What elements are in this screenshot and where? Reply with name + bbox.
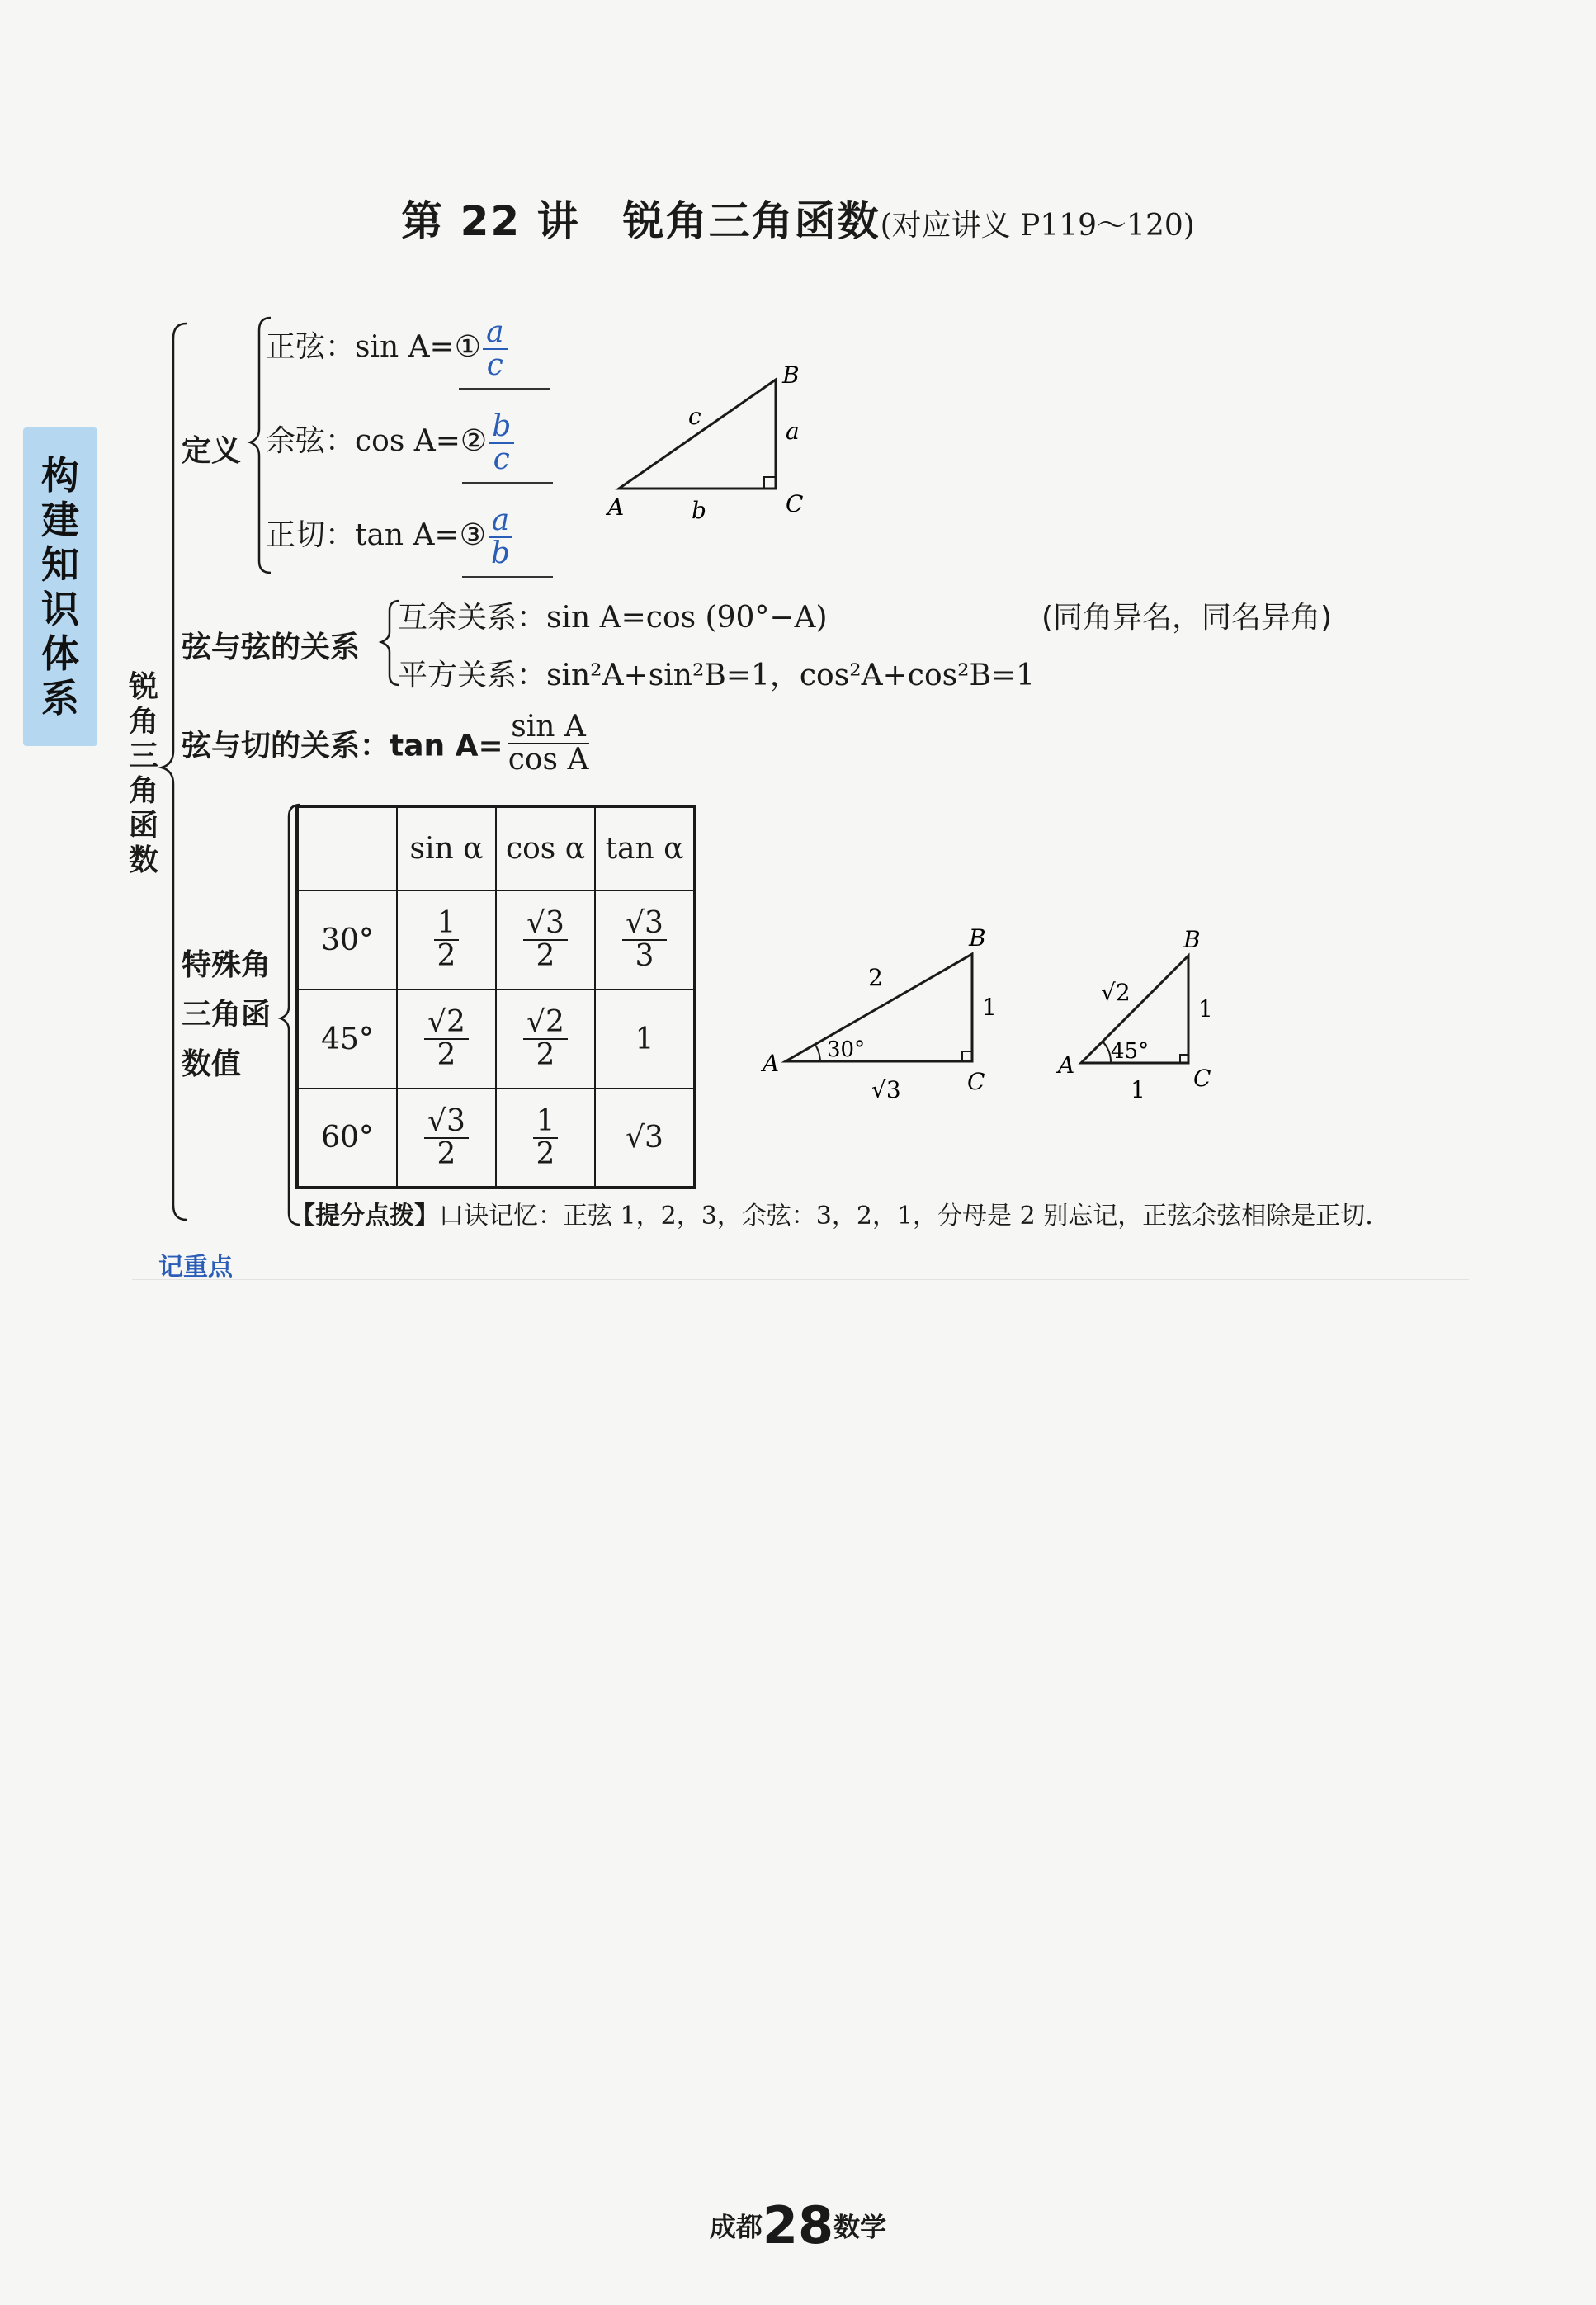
tip-label: 【提分点拨】 xyxy=(290,1202,439,1230)
sin-tan-num: sin A xyxy=(508,711,589,744)
sin-definition xyxy=(266,317,509,381)
vertex-a-label: A xyxy=(763,1050,780,1077)
tan-definition xyxy=(266,505,515,569)
cos-answer xyxy=(489,411,514,475)
footer-left: 成都 xyxy=(709,2211,763,2243)
relations-brace xyxy=(381,601,399,685)
header-cell: tan α xyxy=(595,806,695,890)
sin-den: c xyxy=(486,347,503,382)
value-cell xyxy=(595,890,695,990)
vertex-b-label: B xyxy=(782,361,800,389)
root-char: 函 xyxy=(129,809,159,843)
sin-prefix: 正弦：sin A=① xyxy=(266,329,482,364)
table-row xyxy=(297,1089,695,1188)
vertex-b-label: B xyxy=(969,924,986,952)
tip-line xyxy=(290,1195,1373,1231)
root-char: 三 xyxy=(129,739,159,773)
angle-arc xyxy=(815,1045,820,1061)
angle-cell: 45° xyxy=(297,990,397,1089)
cos-prefix: 余弦：cos A=② xyxy=(266,423,488,458)
side-b-label: b xyxy=(692,497,706,524)
definition-label: 定义 xyxy=(182,434,242,468)
table-header-row xyxy=(297,806,695,890)
tab-char: 体 xyxy=(41,631,79,676)
vertex-a-label: A xyxy=(1058,1051,1075,1079)
special-angle-table xyxy=(295,805,696,1189)
tan-prefix: 正切：tan A=③ xyxy=(266,517,486,552)
frac-num: 1 xyxy=(434,908,460,941)
answer-underline xyxy=(462,576,553,578)
frac-num: √2 xyxy=(424,1007,469,1040)
value-cell: √3 xyxy=(595,1089,695,1188)
sin-tan-den: cos A xyxy=(508,742,589,777)
square-relation: 平方关系：sin²A+sin²B=1，cos²A+cos²B=1 xyxy=(398,659,1036,692)
complement-relation: 互余关系：sin A=cos (90°−A) xyxy=(398,601,828,635)
page-footer xyxy=(0,2195,1596,2255)
sin-tan-relation xyxy=(182,711,593,776)
cos-den: c xyxy=(493,442,510,476)
tan-answer xyxy=(488,505,513,569)
table-row xyxy=(297,890,695,990)
side-a-label: a xyxy=(786,418,800,445)
tab-char: 建 xyxy=(41,498,79,542)
tab-char: 系 xyxy=(41,676,79,720)
vertex-b-label: B xyxy=(1183,926,1201,953)
vertex-c-label: C xyxy=(967,1068,985,1095)
frac-num: √3 xyxy=(523,908,568,941)
root-char: 锐 xyxy=(129,670,159,704)
frac-num: √3 xyxy=(622,908,667,941)
special-label-line: 三角函 xyxy=(182,998,272,1032)
tan-den: b xyxy=(491,536,511,570)
tab-char: 识 xyxy=(41,587,79,631)
sin-answer xyxy=(483,317,507,381)
opposite-label: 1 xyxy=(1198,995,1213,1023)
tab-char: 知 xyxy=(41,542,79,587)
adjacent-label: √3 xyxy=(871,1076,901,1103)
right-angle-mark xyxy=(962,1051,972,1061)
triangle-45-diagram xyxy=(1048,926,1230,1108)
hypotenuse-label: √2 xyxy=(1101,979,1131,1006)
lecture-reference: (对应讲义 P119～120) xyxy=(880,209,1195,243)
triangle-abc-diagram xyxy=(594,355,825,528)
frac-den: 2 xyxy=(536,1038,555,1072)
lecture-title: 第 22 讲 锐角三角函数 xyxy=(401,197,881,245)
frac-den: 2 xyxy=(437,939,456,973)
angle-cell: 60° xyxy=(297,1089,397,1188)
frac-den: 2 xyxy=(437,1038,456,1072)
table-row xyxy=(297,990,695,1089)
value-cell xyxy=(397,890,496,990)
tan-num: a xyxy=(489,505,512,538)
frac-den: 2 xyxy=(437,1136,456,1171)
angle-30-label: 30° xyxy=(827,1037,866,1062)
relations-label: 弦与弦的关系 xyxy=(182,631,361,664)
frac-num: √2 xyxy=(523,1007,568,1040)
frac-den: 3 xyxy=(635,939,654,973)
vertex-c-label: C xyxy=(1193,1065,1211,1092)
sin-tan-fraction xyxy=(505,711,593,776)
frac-num: √3 xyxy=(424,1106,469,1139)
angle-45-label: 45° xyxy=(1111,1039,1150,1064)
sin-tan-label: 弦与切的关系：tan A= xyxy=(182,729,503,763)
adjacent-label: 1 xyxy=(1131,1076,1145,1103)
frac-num: 1 xyxy=(533,1106,559,1139)
right-angle-mark xyxy=(764,477,776,489)
hypotenuse-label: 2 xyxy=(868,964,883,991)
triangle-30-diagram xyxy=(753,924,1000,1106)
vertex-c-label: C xyxy=(786,490,804,517)
complement-note: (同角异名，同名异角) xyxy=(1041,601,1333,635)
triangle-abc xyxy=(619,380,776,489)
notes-label: 记重点 xyxy=(158,1253,233,1282)
header-cell: cos α xyxy=(496,806,595,890)
header-cell: sin α xyxy=(397,806,496,890)
value-cell: 1 xyxy=(595,990,695,1089)
notes-divider xyxy=(132,1279,1469,1280)
side-c-label: c xyxy=(688,403,701,430)
opposite-label: 1 xyxy=(982,994,997,1021)
frac-den: 2 xyxy=(536,1136,555,1171)
value-cell xyxy=(397,990,496,1089)
cos-definition xyxy=(266,411,516,475)
angle-cell: 30° xyxy=(297,890,397,990)
angle-arc xyxy=(1103,1042,1111,1063)
root-char: 角 xyxy=(129,774,159,808)
sin-num: a xyxy=(483,317,507,350)
root-char: 数 xyxy=(129,843,159,877)
frac-den: 2 xyxy=(536,939,555,973)
tip-text: 口诀记忆：正弦 1，2，3，余弦：3，2，1，分母是 2 别忘记，正弦余弦相除是正切. xyxy=(439,1202,1373,1230)
cos-num: b xyxy=(489,411,514,444)
root-char: 角 xyxy=(129,705,159,739)
vertex-a-label: A xyxy=(607,494,625,521)
value-cell xyxy=(397,1089,496,1188)
special-label-line: 特殊角 xyxy=(182,948,272,982)
tab-char: 构 xyxy=(41,453,79,498)
value-cell xyxy=(496,1089,595,1188)
answer-underline xyxy=(459,388,550,390)
header-cell xyxy=(297,806,397,890)
answer-underline xyxy=(462,482,553,484)
page-number: 28 xyxy=(762,2195,834,2255)
special-label-line: 数值 xyxy=(182,1047,242,1081)
special-label xyxy=(182,941,271,1089)
value-cell xyxy=(496,890,595,990)
value-cell xyxy=(496,990,595,1089)
footer-right: 数学 xyxy=(833,2211,887,2243)
